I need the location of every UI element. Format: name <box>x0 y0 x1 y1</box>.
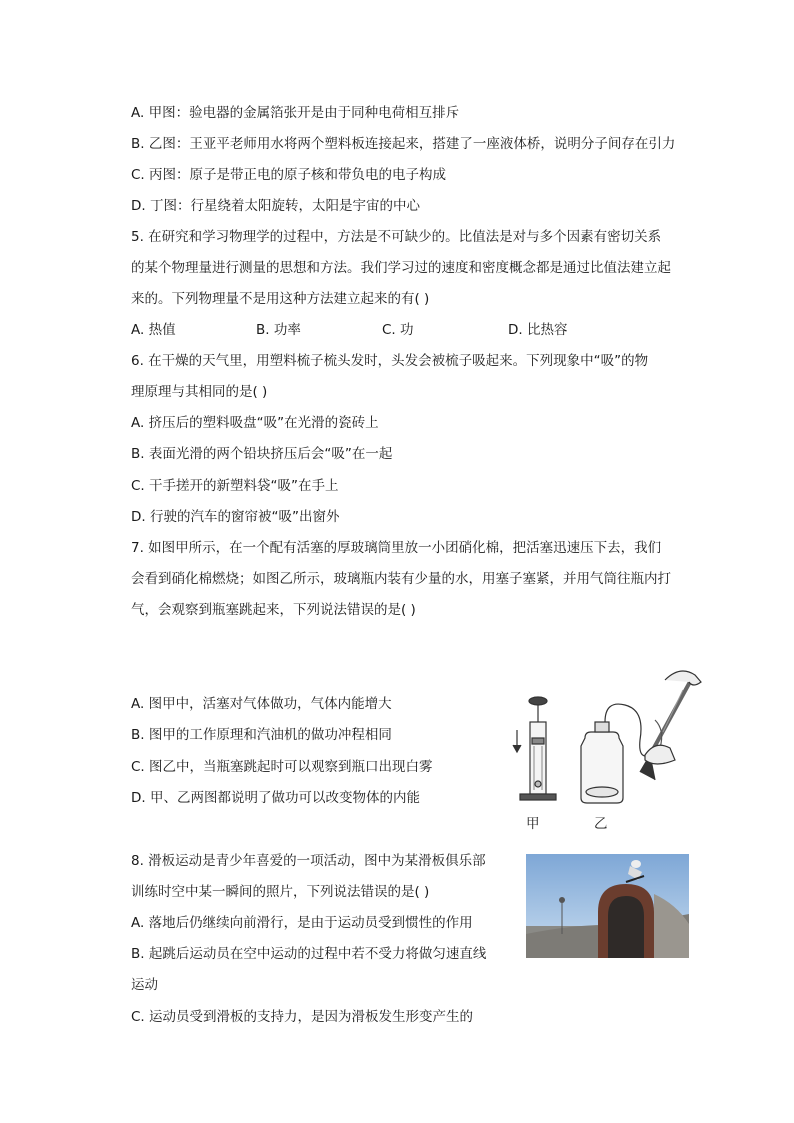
q8-stem-line1: 8. 滑板运动是青少年喜爱的一项活动，图中为某滑板俱乐部 <box>131 853 486 869</box>
q8-stem-line2: 训练时空中某一瞬间的照片，下列说法错误的是( ) <box>131 884 430 900</box>
q8-option-b-line2: 运动 <box>131 977 158 993</box>
q7-option-a: A. 图甲中，活塞对气体做功，气体内能增大 <box>131 696 392 712</box>
q7-option-b: B. 图甲的工作原理和汽油机的做功冲程相同 <box>131 727 392 743</box>
q5-stem-line2: 的某个物理量进行测量的思想和方法。我们学习过的速度和密度概念都是通过比值法建立起 <box>131 260 671 276</box>
q5-stem-line1: 5. 在研究和学习物理学的过程中，方法是不可缺少的。比值法是对与多个因素有密切关系 <box>131 229 662 245</box>
figure-label-jia: 甲 <box>526 816 540 832</box>
q8-option-c: C. 运动员受到滑板的支持力，是因为滑板发生形变产生的 <box>131 1009 474 1025</box>
q6-stem-line1: 6. 在干燥的天气里，用塑料梳子梳头发时，头发会被梳子吸起来。下列现象中“吸”的物 <box>131 353 649 369</box>
q6-option-b: B. 表面光滑的两个铅块挤压后会“吸”在一起 <box>131 446 393 462</box>
q7-option-d: D. 甲、乙两图都说明了做功可以改变物体的内能 <box>131 790 420 806</box>
q5-option-b: B. 功率 <box>256 322 301 338</box>
q7-option-c: C. 图乙中，当瓶塞跳起时可以观察到瓶口出现白雾 <box>131 759 433 775</box>
bottle-pump-figure <box>581 671 701 803</box>
q7-stem-line3: 气，会观察到瓶塞跳起来，下列说法错误的是( ) <box>131 602 416 618</box>
q6-option-c: C. 干手搓开的新塑料袋“吸”在手上 <box>131 478 339 494</box>
q6-option-d: D. 行驶的汽车的窗帘被“吸”出窗外 <box>131 509 340 525</box>
q6-option-a: A. 挤压后的塑料吸盘“吸”在光滑的瓷砖上 <box>131 415 379 431</box>
q4-option-c: C. 丙图：原子是带正电的原子核和带负电的电子构成 <box>131 167 447 183</box>
q5-option-a: A. 热值 <box>131 322 176 338</box>
q4-option-a: A. 甲图：验电器的金属箔张开是由于同种电荷相互排斥 <box>131 105 460 121</box>
q4-option-b: B. 乙图：王亚平老师用水将两个塑料板连接起来，搭建了一座液体桥，说明分子间存在引力 <box>131 136 676 152</box>
figure-label-yi: 乙 <box>594 816 608 832</box>
glass-cylinder-figure <box>513 697 556 800</box>
q8-option-b-line1: B. 起跳后运动员在空中运动的过程中若不受力将做匀速直线 <box>131 946 487 962</box>
q7-stem-line1: 7. 如图甲所示，在一个配有活塞的厚玻璃筒里放一小团硝化棉，把活塞迅速压下去，我们 <box>131 540 662 556</box>
q5-stem-line3: 来的。下列物理量不是用这种方法建立起来的有( ) <box>131 291 430 307</box>
q8-option-a: A. 落地后仍继续向前滑行，是由于运动员受到惯性的作用 <box>131 915 473 931</box>
q7-stem-line2: 会看到硝化棉燃烧；如图乙所示，玻璃瓶内装有少量的水，用塞子塞紧，并用气筒往瓶内打 <box>131 571 671 587</box>
skateboard-photo <box>526 854 689 958</box>
q7-figure <box>505 660 705 810</box>
q6-stem-line2: 理原理与其相同的是( ) <box>131 384 268 400</box>
q5-option-c: C. 功 <box>382 322 414 338</box>
q4-option-d: D. 丁图：行星绕着太阳旋转，太阳是宇宙的中心 <box>131 198 420 214</box>
q5-option-d: D. 比热容 <box>508 322 568 338</box>
